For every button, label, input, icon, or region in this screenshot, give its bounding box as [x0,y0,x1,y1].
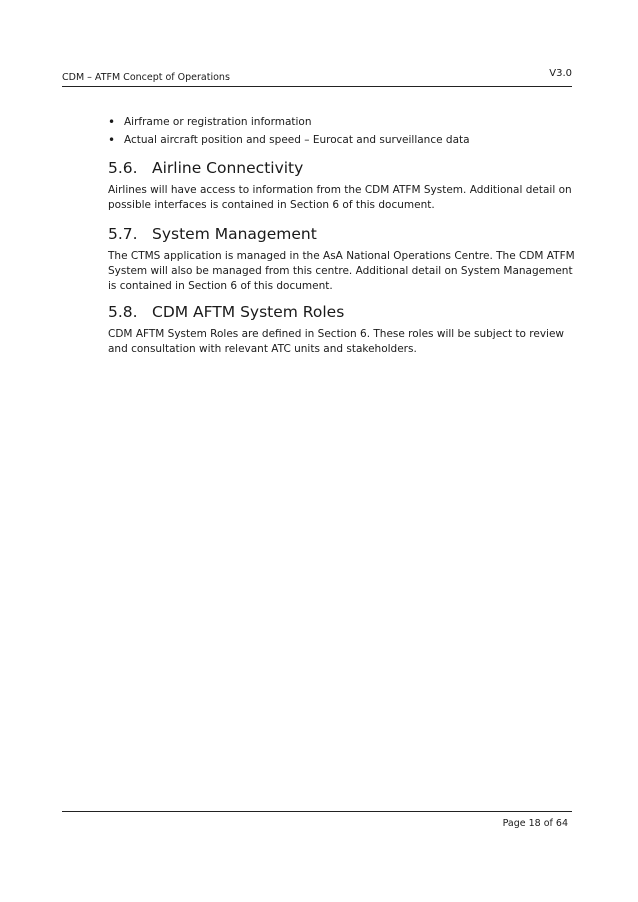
section-heading [108,158,578,178]
section-system-roles [108,302,578,357]
list-item: • Actual aircraft position and speed – Eurocat and surveillance data [108,131,470,149]
list-item: • Airframe or registration information [108,113,470,131]
section-number: 5.8. [108,303,138,321]
section-heading [108,302,578,322]
section-title: CDM AFTM System Roles [152,303,345,321]
section-system-management [108,224,578,294]
section-heading [108,224,578,244]
header-title: CDM – ATFM Concept of Operations [62,72,230,83]
section-number: 5.6. [108,159,138,177]
header-version: V3.0 [549,68,572,79]
section-title: System Management [152,225,317,243]
section-title: Airline Connectivity [152,159,304,177]
section-body: The CTMS application is managed in the AsA National Operations Centre. The CDM ATFM System will also be managed from this centre. Additional detail on System Management is contained in Section 6 of this document. [108,250,575,292]
section-airline-connectivity [108,158,578,213]
header-rule [62,86,572,87]
footer-rule [62,811,572,812]
section-body: CDM AFTM System Roles are defined in Section 6. These roles will be subject to review and consultation with relevant ATC units and stakeholders. [108,328,565,355]
bullet-list [108,113,470,149]
page-header [62,68,572,86]
section-number: 5.7. [108,225,138,243]
page-number: Page 18 of 64 [502,818,568,829]
section-body: Airlines will have access to information from the CDM ATFM System. Additional detail on possible interfaces is contained in Section 6 of this document. [108,184,572,211]
